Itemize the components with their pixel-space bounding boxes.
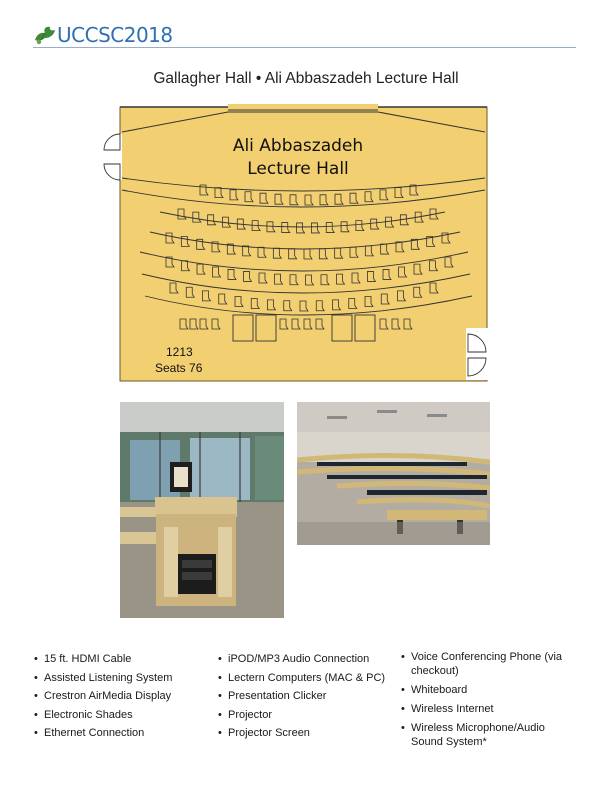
list-item: • Projector bbox=[218, 706, 403, 725]
list-item: • Projector Screen bbox=[218, 724, 403, 743]
lectern-photo bbox=[120, 402, 284, 618]
list-item: • 15 ft. HDMI Cable bbox=[34, 650, 214, 669]
list-item: • Wireless Microphone/Audio Sound System* bbox=[401, 721, 576, 749]
header-divider bbox=[33, 47, 576, 48]
hall-name-line2: Lecture Hall bbox=[247, 159, 349, 179]
left-door bbox=[104, 134, 122, 180]
seating-photo bbox=[297, 402, 490, 545]
oak-leaf-icon bbox=[33, 24, 57, 46]
list-item: • Crestron AirMedia Display bbox=[34, 687, 214, 706]
list-item: • Electronic Shades bbox=[34, 706, 214, 725]
amenities-column-2 bbox=[218, 650, 403, 743]
amenities-column-3 bbox=[401, 650, 576, 754]
list-item: • Ethernet Connection bbox=[34, 724, 214, 743]
page-title: Gallagher Hall • Ali Abbaszadeh Lecture Hall bbox=[153, 70, 459, 87]
list-item: • Lectern Computers (MAC & PC) bbox=[218, 669, 403, 688]
list-item: • Wireless Internet bbox=[401, 702, 576, 716]
floor-plan bbox=[100, 104, 494, 386]
list-item: • Assisted Listening System bbox=[34, 669, 214, 688]
seat-count: Seats 76 bbox=[155, 361, 203, 375]
list-item: • Presentation Clicker bbox=[218, 687, 403, 706]
right-door bbox=[466, 328, 494, 380]
hall-name-line1: Ali Abbaszadeh bbox=[232, 136, 364, 156]
list-item: • Voice Conferencing Phone (via checkout) bbox=[401, 650, 576, 678]
uccsc-logo bbox=[33, 22, 173, 48]
list-item: • iPOD/MP3 Audio Connection bbox=[218, 650, 403, 669]
list-item: • Whiteboard bbox=[401, 683, 576, 697]
room-number: 1213 bbox=[166, 345, 193, 359]
logo-text: UCCSC2018 bbox=[57, 23, 173, 47]
amenities-column-1 bbox=[34, 650, 214, 743]
